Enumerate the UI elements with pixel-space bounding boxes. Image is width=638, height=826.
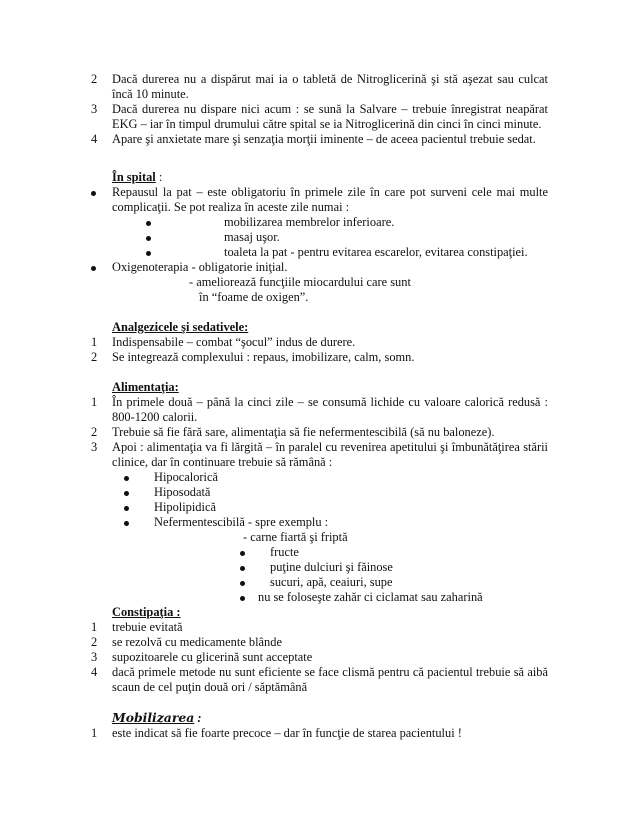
item-number: 3 <box>91 650 98 664</box>
bullet-icon <box>240 575 245 590</box>
document-page <box>0 72 638 741</box>
item-number: 4 <box>91 132 98 146</box>
bullet-icon <box>240 590 245 605</box>
sub-bullet-item <box>0 515 638 530</box>
sub-bullet-item <box>0 575 638 590</box>
item-number: 3 <box>91 102 98 116</box>
list-item <box>0 440 638 470</box>
item-text: Se integrează complexului : repaus, imobilizare, calm, somn. <box>112 350 415 364</box>
item-text: fructe <box>270 545 299 559</box>
item-text: supozitoarele cu glicerină sunt acceptate <box>112 650 313 664</box>
item-text: Dacă durerea nu a dispărut mai ia o tabletă de Nitroglicerină şi stă aşezat sau culcat încă 10 minute. <box>112 72 548 101</box>
item-text: este indicat să fie foarte precoce – dar în funcţie de starea pacientului ! <box>112 726 462 740</box>
item-number: 2 <box>91 635 98 649</box>
item-text: - ameliorează funcţiile miocardului care sunt <box>189 275 411 289</box>
list-item <box>0 350 638 365</box>
item-text: Apoi : alimentaţia va fi lărgită – în paralel cu revenirea apetitului şi îmbunătăţirea stării clinice, dar în continuare trebuie să rămână : <box>112 440 548 469</box>
heading-suffix: : <box>155 170 163 184</box>
bullet-icon <box>124 485 129 500</box>
item-text: toaleta la pat - pentru evitarea escarelor, evitarea constipaţiei. <box>224 245 528 259</box>
item-text: puţine dulciuri şi făinose <box>270 560 393 574</box>
section-heading-alimentatia <box>0 380 638 395</box>
heading-text: Analgezicele şi sedativele: <box>112 320 249 334</box>
item-text: dacă primele metode nu sunt eficiente se face clismă pentru că pacientul trebuie să aibă scaun de cel puţin două ori / săptămână <box>112 665 548 694</box>
item-number: 1 <box>91 726 98 740</box>
sub-bullet-item <box>0 545 638 560</box>
heading-text: Alimentaţia: <box>112 380 179 394</box>
sub-bullet-item <box>0 245 638 260</box>
sub-bullet-item <box>0 230 638 245</box>
item-number: 1 <box>91 335 98 349</box>
item-number: 4 <box>91 665 98 679</box>
section-heading-analgezice <box>0 320 638 335</box>
item-number: 3 <box>91 440 98 454</box>
bullet-icon <box>146 230 151 245</box>
item-number: 1 <box>91 395 98 409</box>
bullet-icon <box>146 215 151 230</box>
item-text: - carne fiartă şi friptă <box>243 530 348 544</box>
section-heading-mobilizarea <box>0 710 638 726</box>
item-text: Nefermentescibilă - spre exemplu : <box>154 515 329 529</box>
item-text: masaj uşor. <box>224 230 280 244</box>
item-text: Repausul la pat – este obligatoriu în primele zile în care pot surveni cele mai multe complicaţii. Se pot realiza în aceste zile numai : <box>112 185 548 214</box>
heading-suffix: : <box>194 711 202 725</box>
item-text: Trebuie să fie fără sare, alimentaţia să fie nefermentescibilă (să nu baloneze). <box>112 425 495 439</box>
bullet-item <box>0 185 638 215</box>
item-text: Indispensabile – combat “şocul” indus de durere. <box>112 335 356 349</box>
list-item <box>0 132 638 147</box>
bullet-icon <box>146 245 151 260</box>
item-number: 2 <box>91 72 98 86</box>
text-line <box>0 290 638 305</box>
sub-bullet-item <box>0 215 638 230</box>
bullet-icon <box>91 260 96 275</box>
heading-text: Constipaţia : <box>112 605 181 619</box>
item-text: Dacă durerea nu dispare nici acum : se sună la Salvare – trebuie înregistrat neapărat EKG – iar în timpul drumului către spital se ia Nitroglicerină din cinci în cinci minute. <box>112 102 548 131</box>
item-text: sucuri, apă, ceaiuri, supe <box>270 575 393 589</box>
list-item <box>0 620 638 635</box>
sub-bullet-item <box>0 590 638 605</box>
bullet-item <box>0 260 638 275</box>
heading-text: În spital <box>112 170 156 184</box>
list-item <box>0 665 638 695</box>
list-item <box>0 335 638 350</box>
item-text: mobilizarea membrelor inferioare. <box>224 215 395 229</box>
list-item <box>0 395 638 425</box>
list-item <box>0 635 638 650</box>
sub-bullet-item <box>0 470 638 485</box>
item-text: În primele două – până la cinci zile – se consumă lichide cu valoare calorică redusă : 800-1200 calorii. <box>112 395 548 424</box>
bullet-icon <box>240 560 245 575</box>
bullet-icon <box>124 500 129 515</box>
item-text: se rezolvă cu medicamente blânde <box>112 635 282 649</box>
list-item <box>0 726 638 741</box>
item-text: trebuie evitată <box>112 620 183 634</box>
item-number: 2 <box>91 425 98 439</box>
item-text: Oxigenoterapia - obligatorie iniţial. <box>112 260 288 274</box>
item-number: 2 <box>91 350 98 364</box>
text-line <box>0 530 638 545</box>
bullet-icon <box>124 470 129 485</box>
bullet-icon <box>240 545 245 560</box>
section-heading-constipatia <box>0 605 638 620</box>
item-text: Hiposodată <box>154 485 211 499</box>
section-heading-spital <box>0 170 638 185</box>
item-text: nu se foloseşte zahăr ci ciclamat sau zaharină <box>258 590 483 604</box>
list-item <box>0 425 638 440</box>
list-item <box>0 102 638 132</box>
sub-bullet-item <box>0 500 638 515</box>
item-text: Apare şi anxietate mare şi senzaţia morţii iminente – de aceea pacientul trebuie sedat. <box>112 132 536 146</box>
sub-bullet-item <box>0 485 638 500</box>
list-item <box>0 72 638 102</box>
bullet-icon <box>91 185 96 200</box>
text-line <box>0 275 638 290</box>
list-item <box>0 650 638 665</box>
item-number: 1 <box>91 620 98 634</box>
item-text: Hipolipidică <box>154 500 216 514</box>
bullet-icon <box>124 515 129 530</box>
item-text: Hipocalorică <box>154 470 218 484</box>
item-text: în “foame de oxigen”. <box>199 290 309 304</box>
sub-bullet-item <box>0 560 638 575</box>
heading-text: Mobilizarea <box>112 710 195 725</box>
